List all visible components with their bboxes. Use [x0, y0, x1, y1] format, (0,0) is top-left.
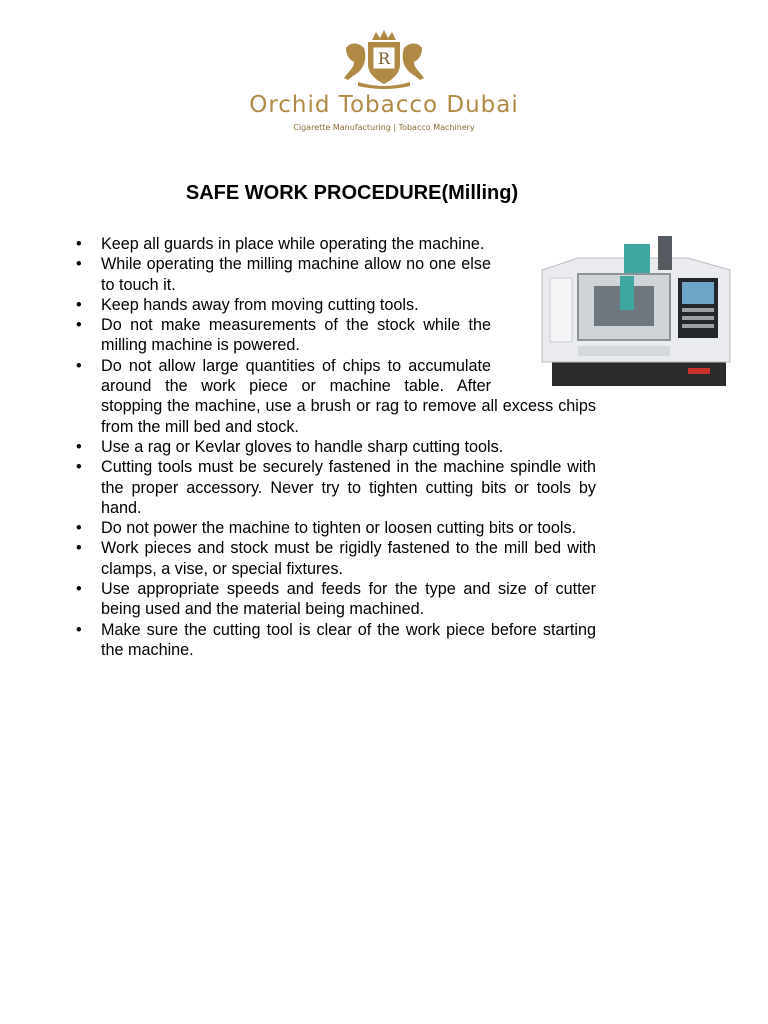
crest-icon — [336, 28, 432, 90]
procedure-list — [76, 234, 596, 660]
crest-letter: R — [377, 49, 391, 68]
list-item: • Make sure the cutting tool is clear of the work piece before starting the machine. — [76, 620, 596, 661]
list-item: • Use appropriate speeds and feeds for the type and size of cutter being used and the material being machined. — [76, 579, 596, 620]
brand-name: Orchid Tobacco Dubai — [249, 92, 519, 118]
brand-tagline: Cigarette Manufacturing | Tobacco Machinery — [293, 123, 475, 132]
list-item — [76, 356, 596, 437]
list-item: • Cutting tools must be securely fastened in the machine spindle with the proper accessory. Never try to tighten cutting bits or tools by hand. — [76, 457, 596, 518]
list-item-text: Do not allow large quantities of chips to accumulate around the work piece or machine table. After stopping the machine, use a brush or rag to remove all excess chips from the mill bed and stock. — [101, 356, 596, 436]
page-title: SAFE WORK PROCEDURE(Milling) — [185, 182, 519, 204]
list-item: • Do not make measurements of the stock while the milling machine is powered. — [76, 315, 491, 356]
list-item: • While operating the milling machine allow no one else to touch it. — [76, 254, 491, 295]
list-item: • Use a rag or Kevlar gloves to handle sharp cutting tools. — [76, 437, 596, 457]
image-wrap-spacer — [491, 356, 596, 396]
list-item: • Keep all guards in place while operating the machine. — [76, 234, 491, 254]
list-item: • Do not power the machine to tighten or loosen cutting bits or tools. — [76, 518, 596, 538]
list-item: • Work pieces and stock must be rigidly fastened to the mill bed with clamps, a vise, or special fixtures. — [76, 538, 596, 579]
list-item: • Keep hands away from moving cutting tools. — [76, 295, 491, 315]
company-logo — [0, 28, 768, 90]
